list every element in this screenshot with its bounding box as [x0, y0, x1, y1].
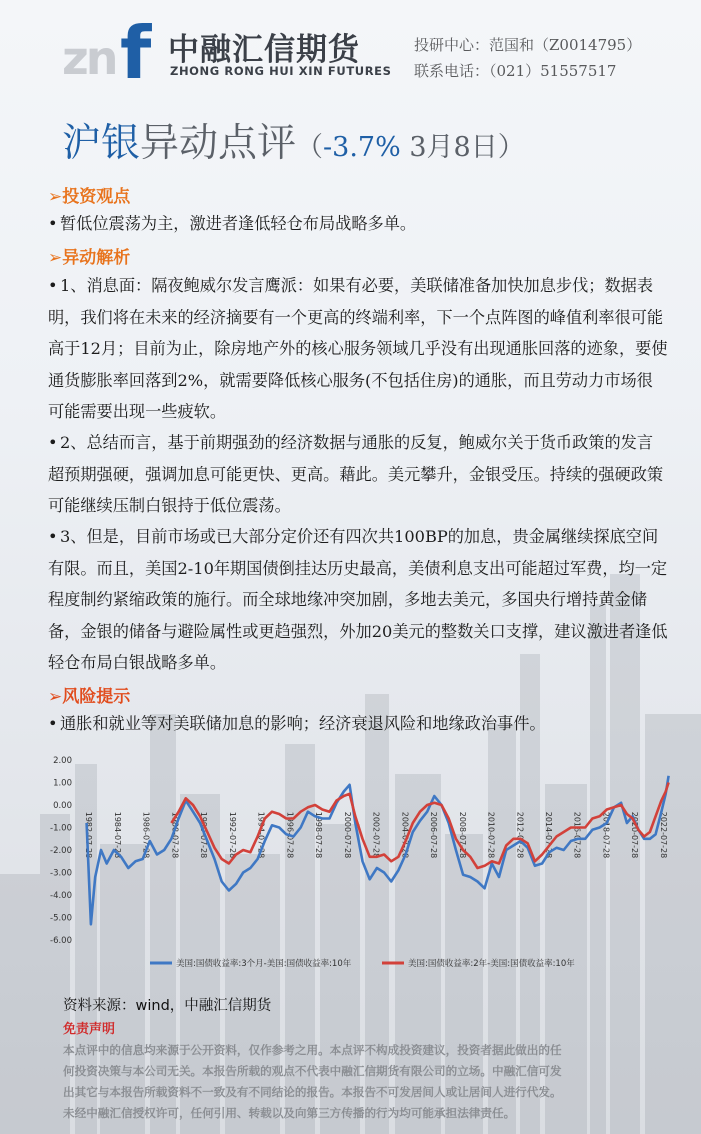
section-analysis-title: ➢异动解析	[48, 248, 131, 268]
x-tick-label: 1990-07-28	[199, 811, 209, 859]
title-detail: （-3.7% 3月8日）	[296, 132, 525, 163]
researcher-line: 投研中心：范国和（Z0014795）	[414, 36, 642, 54]
legend-label-2: 美国:国债收益率:2年-美国:国债收益率:10年	[408, 959, 575, 969]
company-name-cn: 中融汇信期货	[168, 32, 360, 68]
analysis-paragraph-2: • 2、总结而言，基于前期强劲的经济数据与通胀的反复，鲍威尔关于货币政策的发言超预期强硬，强调加息可能更快、更高。藉此。美元攀升，金银受压。持续的强硬政策可能继续压制白银持于低位震荡。	[48, 433, 664, 515]
company-name-en: ZHONG RONG HUI XIN FUTURES	[170, 64, 392, 78]
x-tick-label: 1996-07-28	[285, 811, 295, 859]
x-tick-label: 2016-07-28	[572, 811, 582, 859]
analysis-paragraph-3: • 3、但是，目前市场或已大部分定价还有四次共100BP的加息，贵金属继续探底空间有限。而且，美国2-10年期国债倒挂达历史最高，美债利息支出可能超过军费，均一定程度制约紧缩政策的施行。而全球地缘冲突加剧，多地去美元，多国央行增持黄金储备，金银的储备与避险属性或更趋强烈，外加20美元的整数关口支撑，建议激进者逢低轻仓布局白银战略多单。	[48, 527, 668, 672]
y-tick-label: -2.00	[50, 846, 72, 856]
x-tick-label: 1992-07-28	[227, 811, 237, 859]
x-tick-label: 2018-07-28	[601, 811, 611, 859]
disclaimer-text: 本点评中的信息均来源于公开资料，仅作参考之用。本点评不构成投资建议，投资者据此做出的任 何投资决策与本公司无关。本报告所载的观点不代表中融汇信期货有限公司的立场。中融汇信可发 出其它与本报告所载资料不一致及有不同结论的报告。本报告不可发居间人或让居间人进行代发。 未经中融汇信授权许可，任何引用、转载以及向第三方传播的行为均可能承担法律责任。	[63, 1043, 562, 1120]
data-source: 资料来源：wind，中融汇信期货	[63, 998, 272, 1014]
x-tick-label: 2004-07-28	[400, 811, 410, 859]
x-tick-label: 2000-07-28	[342, 811, 352, 859]
x-tick-label: 1988-07-28	[170, 811, 180, 859]
disclaimer-title: 免责声明	[63, 1022, 116, 1037]
y-tick-label: 2.00	[53, 756, 72, 766]
report-header	[0, 0, 701, 100]
x-tick-label: 2008-07-28	[457, 811, 467, 859]
analysis-paragraph-1: • 1、消息面：隔夜鲍威尔发言鹰派：如果有必要，美联储准备加快加息步伐；数据表明，我们将在未来的经济摘要有一个更高的终端利率，下一个点阵图的峰值利率很可能高于12月；目前为止，除房地产外的核心服务领域几乎没有出现通胀回落的迹象，要使通货膨胀率回落到2%，就需要降低核心服务(不包括住房)的通胀，而且劳动力市场很可能需要出现一些疲软。	[48, 276, 668, 421]
y-tick-label: 1.00	[53, 778, 72, 789]
price-change: -3.7%	[323, 132, 401, 163]
x-tick-label: 2002-07-28	[371, 811, 381, 859]
x-tick-label: 2020-07-28	[630, 811, 640, 859]
y-tick-label: 0.00	[53, 801, 72, 811]
section-view-title: ➢投资观点	[48, 187, 131, 207]
page-title	[62, 112, 525, 168]
section-risk-title: ➢风险提示	[48, 687, 131, 707]
view-paragraph: • 暂低位震荡为主，激进者逢低轻仓布局战略多单。	[48, 214, 417, 233]
phone-line: 联系电话：（021）51557517	[414, 62, 617, 80]
y-tick-label: -1.00	[50, 823, 72, 834]
svg-text:f: f	[120, 14, 152, 82]
x-tick-label: 1998-07-28	[314, 811, 324, 859]
legend-label-1: 美国:国债收益率:3个月-美国:国债收益率:10年	[176, 959, 352, 969]
title-topic: 异动点评	[140, 121, 297, 166]
x-tick-label: 1986-07-28	[141, 811, 151, 859]
yield-spread-chart	[40, 752, 680, 984]
company-logo-icon	[62, 14, 162, 82]
risk-paragraph: • 通胀和就业等对美联储加息的影响；经济衰退风险和地缘政治事件。	[48, 714, 546, 733]
y-tick-label: -3.00	[50, 868, 72, 879]
x-tick-label: 1984-07-28	[112, 811, 122, 859]
x-tick-label: 2014-07-28	[543, 811, 553, 859]
report-date: 3月8日	[400, 132, 498, 163]
x-tick-label: 2010-07-28	[486, 811, 496, 859]
y-tick-label: -6.00	[50, 936, 72, 946]
y-tick-label: -5.00	[50, 913, 72, 924]
x-tick-label: 2006-07-28	[429, 811, 439, 859]
x-tick-label: 1994-07-28	[256, 811, 266, 859]
x-tick-label: 2022-07-28	[658, 811, 668, 859]
title-commodity: 沪银	[62, 121, 141, 166]
series-line-2	[171, 783, 668, 869]
svg-text:zn: zn	[62, 31, 116, 82]
y-tick-label: -4.00	[50, 891, 72, 901]
x-tick-label: 2012-07-28	[515, 811, 525, 859]
contact-info	[414, 32, 641, 84]
x-tick-label: 1982-07-28	[84, 811, 94, 859]
